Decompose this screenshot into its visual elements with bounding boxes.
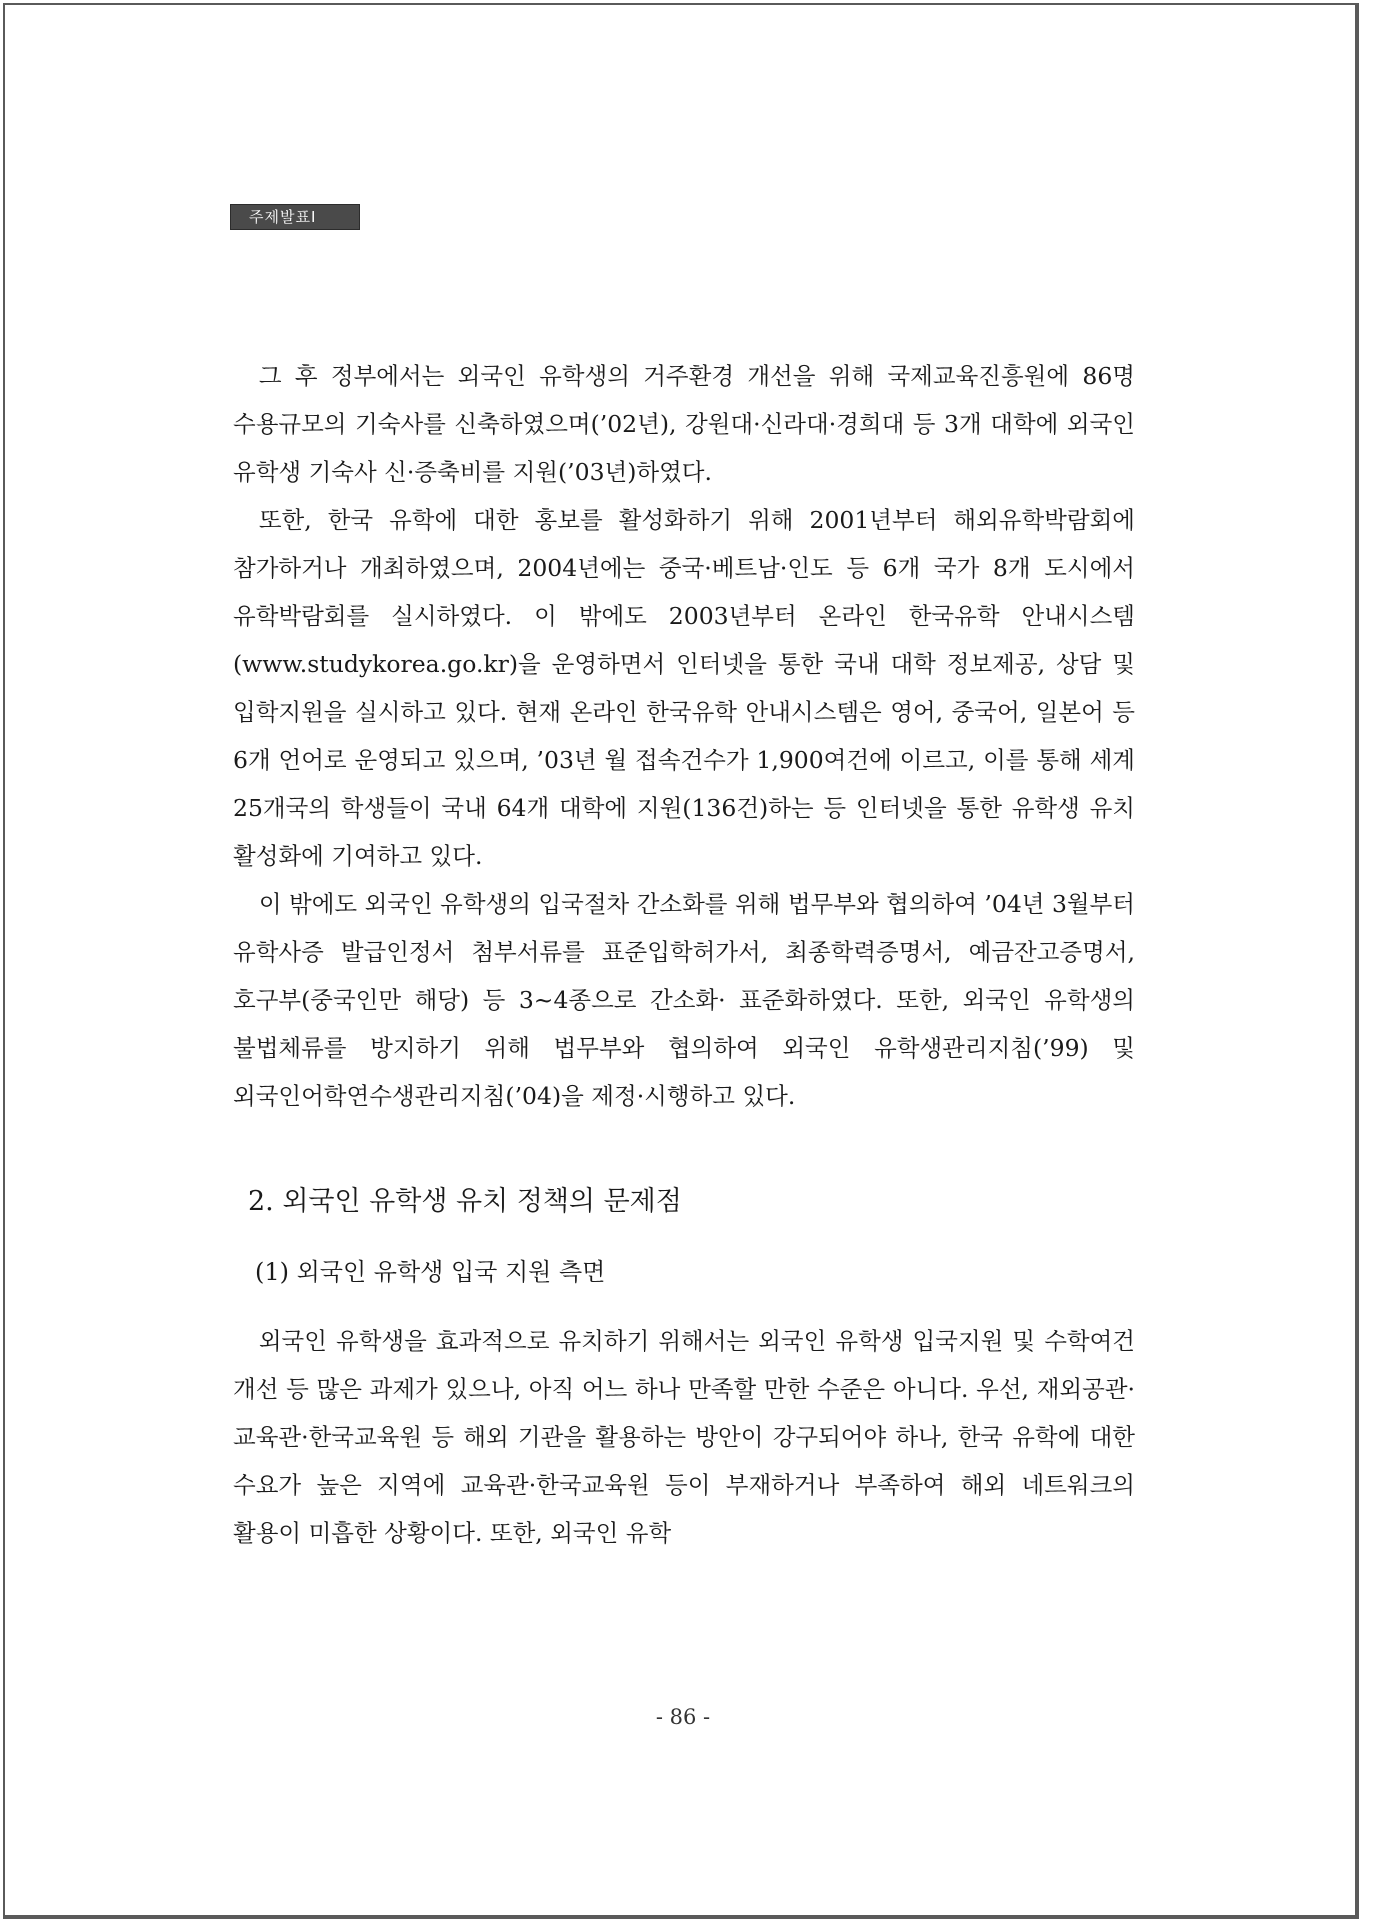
page-number: - 86 - — [655, 1705, 711, 1729]
body-content — [233, 352, 1135, 1557]
document-page — [3, 3, 1359, 1919]
sub-heading: (1) 외국인 유학생 입국 지원 측면 — [255, 1258, 606, 1286]
paragraph-dormitory: 그 후 정부에서는 외국인 유학생의 거주환경 개선을 위해 국제교육진흥원에 86명 수용규모의 기숙사를 신축하였으며(’02년), 강원대·신라대·경희대 등 3개 대학에 외국인 유학생 기숙사 신·증축비를 지원(’03년)하였다. — [233, 362, 1135, 486]
section-badge: 주제발표Ⅰ — [230, 204, 360, 230]
paragraph-promotion: 또한, 한국 유학에 대한 홍보를 활성화하기 위해 2001년부터 해외유학박람회에 참가하거나 개최하였으며, 2004년에는 중국·베트남·인도 등 6개 국가 8개 도시에서 유학박람회를 실시하였다. 이 밖에도 2003년부터 온라인 한국유학 안내시스템(www.studykorea.go.kr)을 운영하면서 인터넷을 통한 국내 대학 정보제공, 상담 및 입학지원을 실시하고 있다. 현재 온라인 한국유학 안내시스템은 영어, 중국어, 일본어 등 6개 언어로 운영되고 있으며, ’03년 월 접속건수가 1,900여건에 이르고, 이를 통해 세계 25개국의 학생들이 국내 64개 대학에 지원(136건)하는 등 인터넷을 통한 유학생 유치 활성화에 기여하고 있다. — [233, 506, 1135, 870]
paragraph-immigration: 이 밖에도 외국인 유학생의 입국절차 간소화를 위해 법무부와 협의하여 ’04년 3월부터 유학사증 발급인정서 첨부서류를 표준입학허가서, 최종학력증명서, 예금잔고증명서, 호구부(중국인만 해당) 등 3~4종으로 간소화· 표준화하였다. 또한, 외국인 유학생의 불법체류를 방지하기 위해 법무부와 협의하여 외국인 유학생관리지침(’99) 및 외국인어학연수생관리지침(’04)을 제정·시행하고 있다. — [233, 890, 1135, 1110]
paragraph-problems: 외국인 유학생을 효과적으로 유치하기 위해서는 외국인 유학생 입국지원 및 수학여건 개선 등 많은 과제가 있으나, 아직 어느 하나 만족할 만한 수준은 아니다. 우선, 재외공관·교육관·한국교육원 등 해외 기관을 활용하는 방안이 강구되어야 하나, 한국 유학에 대한 수요가 높은 지역에 교육관·한국교육원 등이 부재하거나 부족하여 해외 네트워크의 활용이 미흡한 상황이다. 또한, 외국인 유학 — [233, 1327, 1135, 1547]
section-heading: 2. 외국인 유학생 유치 정책의 문제점 — [248, 1186, 682, 1217]
